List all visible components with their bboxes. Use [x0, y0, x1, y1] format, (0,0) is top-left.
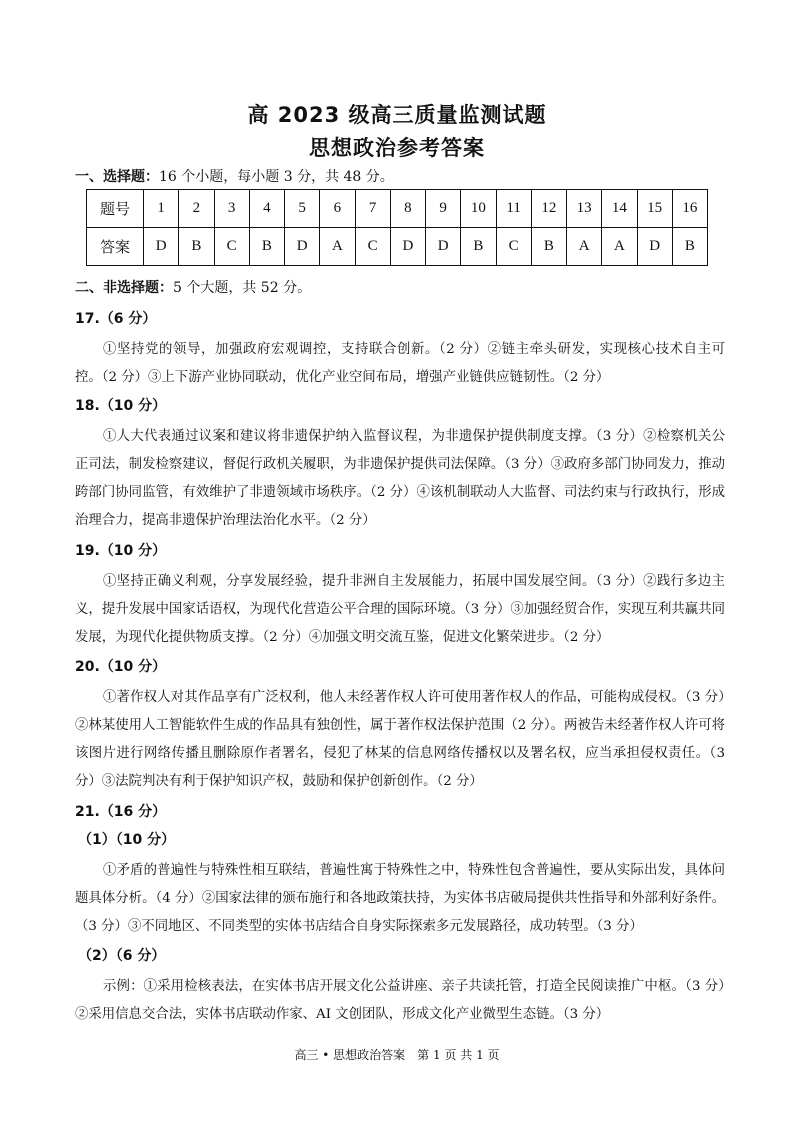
question-number-cell: 15 — [637, 190, 672, 228]
question-number-cell: 10 — [461, 190, 496, 228]
answer-cell: C — [496, 228, 531, 266]
part1-label: 一、选择题： — [75, 169, 159, 185]
question-number-cell: 2 — [179, 190, 214, 228]
question-21-part2-answer: 示例：①采用检核表法，在实体书店开展文化公益讲座、亲子共读托管，打造全民阅读推广中枢。（3 分）②采用信息交合法，实体书店联动作家、AI 文创团队，形成文化产业微型生态链。（3 分） — [75, 979, 725, 1022]
question-number-cell: 4 — [249, 190, 284, 228]
question-18-answer: ①人大代表通过议案和建议将非遗保护纳入监督议程，为非遗保护提供制度支撑。（3 分）②检察机关公正司法，制发检察建议，督促行政机关履职，为非遗保护提供司法保障。（3 分）③政府多部门协同发力，推动跨部门协同监管，有效维护了非遗领域市场秩序。（2 分）④该机制联动人大监督、司法约束与行政执行，形成治理合力，提高非遗保护治理法治化水平。（2 分） — [75, 429, 725, 528]
question-21-part2-heading: （2）（6 分） — [78, 948, 166, 964]
question-20-answer: ①著作权人对其作品享有广泛权利，他人未经著作权人许可使用著作权人的作品，可能构成侵权。（3 分）②林某使用人工智能软件生成的作品具有独创性，属于著作权法保护范围（2 分）。两被告未经著作权人许可将该图片进行网络传播且删除原作者署名，侵犯了林某的信息网络传播权以及署名权，应当承担侵权责任。（3 分）③法院判决有利于保护知识产权，鼓励和保护创新创作。（2 分） — [75, 690, 725, 789]
question-number-cell: 5 — [285, 190, 320, 228]
part1-heading — [75, 166, 394, 186]
answer-cell: D — [426, 228, 461, 266]
question-number-cell: 12 — [531, 190, 566, 228]
answer-cell: D — [144, 228, 179, 266]
page-footer: 高三 • 思想政治答案 第 1 页 共 1 页 — [294, 1048, 500, 1062]
question-number-cell: 11 — [496, 190, 531, 228]
row-label-question-number: 题号 — [87, 190, 144, 228]
row-label-answer: 答案 — [87, 228, 144, 266]
question-number-row — [87, 190, 708, 228]
question-21-part1-answer: ①矛盾的普遍性与特殊性相互联结，普遍性寓于特殊性之中，特殊性包含普遍性，要从实际出发，具体问题具体分析。（4 分）②国家法律的颁布施行和各地政策扶持，为实体书店破局提供共性指导和外部利好条件。（3 分）③不同地区、不同类型的实体书店结合自身实际探索多元发展路径，成功转型。（3 分） — [75, 863, 725, 934]
part2-description: 5 个大题，共 52 分。 — [173, 280, 312, 296]
exam-title: 高 2023 级高三质量监测试题 — [247, 103, 547, 127]
answer-cell: D — [285, 228, 320, 266]
question-21-heading: 21.（16 分） — [75, 804, 167, 820]
question-21-part1-heading: （1）（10 分） — [78, 832, 176, 848]
answer-cell: B — [179, 228, 214, 266]
question-19-answer: ①坚持正确义利观，分享发展经验，提升非洲自主发展能力，拓展中国发展空间。（3 分）②践行多边主义，提升发展中国家话语权，为现代化营造公平合理的国际环境。（3 分）③加强经贸合作，实现互利共赢共同发展，为现代化提供物质支撑。（2 分）④加强文明交流互鉴，促进文化繁荣进步。（2 分） — [75, 574, 725, 645]
question-number-cell: 1 — [144, 190, 179, 228]
question-number-cell: 14 — [602, 190, 637, 228]
question-number-cell: 8 — [390, 190, 425, 228]
question-18-heading: 18.（10 分） — [75, 398, 167, 414]
answer-cell: A — [602, 228, 637, 266]
answer-row — [87, 228, 708, 266]
answer-cell: B — [672, 228, 707, 266]
answer-cell: C — [214, 228, 249, 266]
question-17-answer: ①坚持党的领导，加强政府宏观调控，支持联合创新。（2 分）②链主牵头研发，实现核心技术自主可控。（2 分）③上下游产业协同联动，优化产业空间布局，增强产业链供应链韧性。（2 分） — [75, 342, 725, 385]
question-number-cell: 13 — [567, 190, 602, 228]
answer-cell: D — [390, 228, 425, 266]
part2-heading — [75, 277, 311, 297]
answer-cell: A — [320, 228, 355, 266]
part2-label: 二、非选择题： — [75, 280, 173, 296]
question-number-cell: 7 — [355, 190, 390, 228]
answer-cell: B — [461, 228, 496, 266]
exam-subtitle: 思想政治参考答案 — [309, 136, 485, 160]
question-17-heading: 17.（6 分） — [75, 311, 157, 327]
question-19-heading: 19.（10 分） — [75, 543, 167, 559]
answer-cell: A — [567, 228, 602, 266]
part1-description: 16 个小题，每小题 3 分，共 48 分。 — [159, 169, 394, 185]
multiple-choice-answer-table — [86, 189, 708, 266]
answer-cell: B — [531, 228, 566, 266]
answer-cell: C — [355, 228, 390, 266]
question-number-cell: 3 — [214, 190, 249, 228]
question-number-cell: 9 — [426, 190, 461, 228]
question-number-cell: 6 — [320, 190, 355, 228]
answer-cell: B — [249, 228, 284, 266]
answer-cell: D — [637, 228, 672, 266]
question-20-heading: 20.（10 分） — [75, 659, 167, 675]
question-number-cell: 16 — [672, 190, 707, 228]
